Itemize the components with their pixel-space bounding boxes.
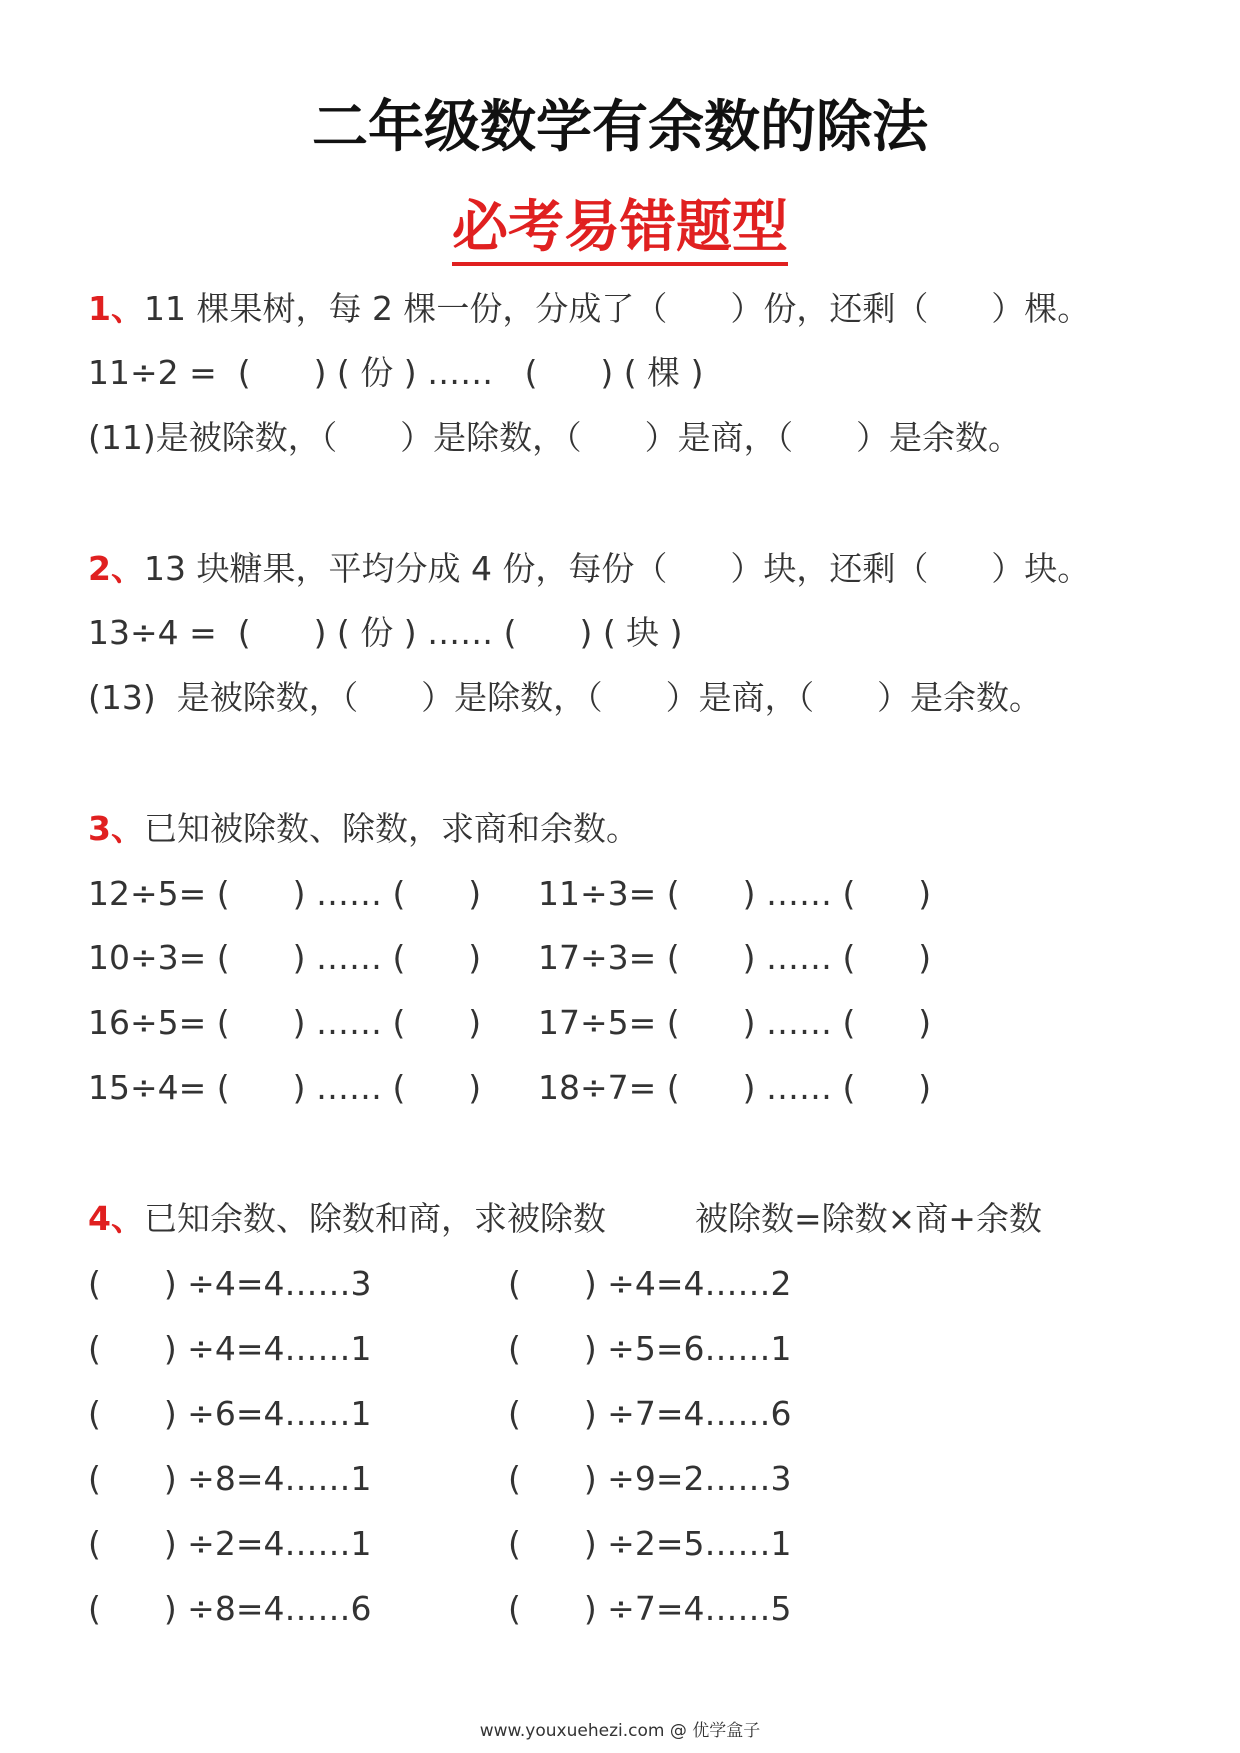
q2-equation: 13÷4 = ( ) ( 份 ) …… ( ) ( 块 ) xyxy=(88,613,683,652)
q2-number: 2、 xyxy=(88,549,144,588)
q4-left-1: ( ) ÷4=4……3 xyxy=(88,1264,372,1303)
q1-number: 1、 xyxy=(88,289,144,328)
q4-right-5: ( ) ÷2=5……1 xyxy=(508,1524,792,1563)
q3-left-1: 12÷5= ( ) …… ( ) xyxy=(88,874,482,913)
q4-left-5: ( ) ÷2=4……1 xyxy=(88,1524,372,1563)
q1-text: 11 棵果树，每 2 棵一份，分成了（ ）份，还剩（ ）棵。 xyxy=(143,289,1091,328)
footer-watermark: www.youxuehezi.com @ 优学盒子 xyxy=(479,1721,761,1741)
q2-prompt xyxy=(88,549,1091,588)
subtitle-text: 必考易错题型 xyxy=(452,200,788,266)
q3-left-2: 10÷3= ( ) …… ( ) xyxy=(88,938,482,977)
q4-formula: 被除数=除数×商+余数 xyxy=(695,1199,1042,1238)
q4-left-6: ( ) ÷8=4……6 xyxy=(88,1589,372,1628)
q3-right-4: 18÷7= ( ) …… ( ) xyxy=(538,1068,932,1107)
q3-text: 已知被除数、除数，求商和余数。 xyxy=(143,809,639,848)
q3-left-3: 16÷5= ( ) …… ( ) xyxy=(88,1003,482,1042)
q4-right-3: ( ) ÷7=4……6 xyxy=(508,1394,792,1433)
q4-right-6: ( ) ÷7=4……5 xyxy=(508,1589,792,1628)
q1-equation: 11÷2 = ( ) ( 份 ) …… ( ) ( 棵 ) xyxy=(88,353,704,392)
q4-right-1: ( ) ÷4=4……2 xyxy=(508,1264,792,1303)
q4-left-2: ( ) ÷4=4……1 xyxy=(88,1329,372,1368)
q2-terms: (13) 是被除数，（ ）是除数，（ ）是商，（ ）是余数。 xyxy=(88,678,1043,717)
q4-right-2: ( ) ÷5=6……1 xyxy=(508,1329,792,1368)
q3-right-2: 17÷3= ( ) …… ( ) xyxy=(538,938,932,977)
q4-left-3: ( ) ÷6=4……1 xyxy=(88,1394,372,1433)
q1-prompt xyxy=(88,289,1091,328)
q3-left-4: 15÷4= ( ) …… ( ) xyxy=(88,1068,482,1107)
q2-text: 13 块糖果，平均分成 4 份，每份（ ）块，还剩（ ）块。 xyxy=(143,549,1091,588)
q3-number: 3、 xyxy=(88,809,144,848)
q4-text: 已知余数、除数和商，求被除数 xyxy=(143,1199,606,1238)
page-title: 二年级数学有余数的除法 xyxy=(312,95,928,160)
page-subtitle xyxy=(0,195,1240,266)
q4-right-4: ( ) ÷9=2……3 xyxy=(508,1459,792,1498)
q1-terms: (11)是被除数，（ ）是除数，（ ）是商，（ ）是余数。 xyxy=(88,418,1022,457)
q3-right-3: 17÷5= ( ) …… ( ) xyxy=(538,1003,932,1042)
q3-prompt xyxy=(88,809,639,848)
q4-prompt xyxy=(88,1199,606,1238)
q4-number: 4、 xyxy=(88,1199,144,1238)
q3-right-1: 11÷3= ( ) …… ( ) xyxy=(538,874,932,913)
q4-left-4: ( ) ÷8=4……1 xyxy=(88,1459,372,1498)
